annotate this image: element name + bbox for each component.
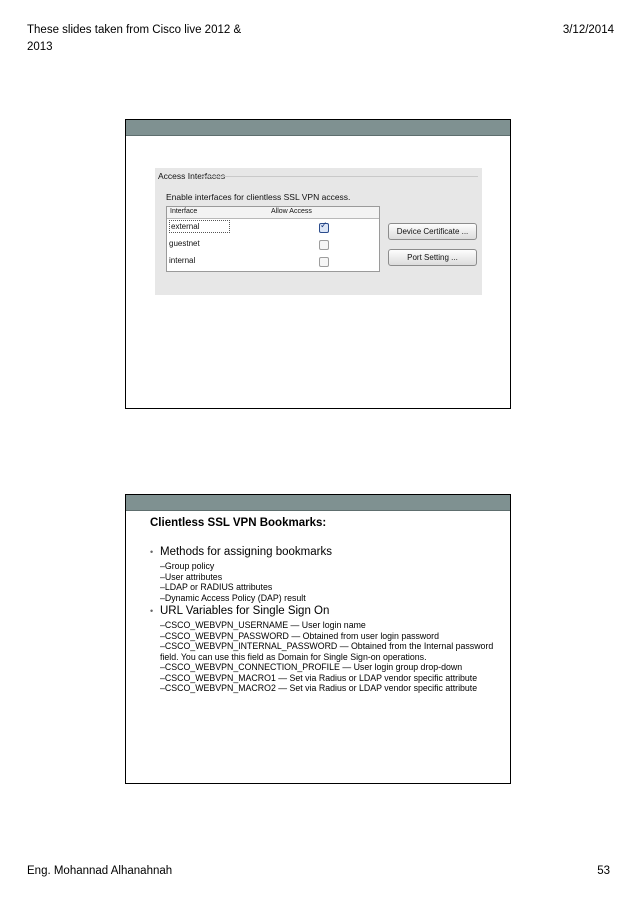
- sub-item: –User attributes: [160, 571, 223, 582]
- column-header-interface: Interface: [170, 208, 198, 215]
- allow-access-checkbox[interactable]: [319, 223, 329, 233]
- sub-item: –Group policy: [160, 561, 215, 571]
- sub-list: [150, 620, 495, 694]
- interface-name: internal: [169, 256, 196, 265]
- slide-title: Clientless SSL VPN Bookmarks:: [150, 517, 327, 529]
- allow-access-checkbox[interactable]: [319, 257, 329, 267]
- panel-title: Access Interfaces: [158, 171, 226, 181]
- interfaces-table: [166, 206, 380, 272]
- footer-author: Eng. Mohannad Alhanahnah: [27, 865, 173, 877]
- bullet-item: • URL Variables for Single Sign On: [150, 604, 495, 618]
- table-row[interactable]: [167, 219, 379, 236]
- column-header-allow-access: Allow Access: [271, 208, 312, 215]
- access-interfaces-panel: [155, 168, 482, 295]
- slide-bookmarks: [125, 494, 511, 784]
- slide-body: [150, 545, 495, 695]
- sub-item: –Dynamic Access Policy (DAP) result: [160, 592, 306, 603]
- sub-item: –CSCO_WEBVPN_INTERNAL_PASSWORD — Obtained from the Internal password field. You can use this field as Domain for Single Sign-on operations.: [160, 641, 494, 662]
- table-row[interactable]: [167, 236, 379, 253]
- table-row[interactable]: [167, 253, 379, 270]
- header-date: 3/12/2014: [562, 24, 614, 36]
- interface-name: external: [169, 220, 230, 233]
- bullet-item: • Methods for assigning bookmarks: [150, 545, 495, 559]
- device-certificate-button[interactable]: Device Certificate ...: [388, 223, 477, 240]
- sub-item: –CSCO_WEBVPN_MACRO1 — Set via Radius or LDAP vendor specific attribute: [160, 672, 478, 683]
- page-number: 53: [597, 865, 610, 877]
- slide-title-bar: [126, 495, 510, 511]
- sub-list: [150, 561, 495, 603]
- sub-item: –CSCO_WEBVPN_PASSWORD — Obtained from user login password: [160, 630, 439, 641]
- table-header: [167, 207, 379, 219]
- port-setting-button[interactable]: Port Setting ...: [388, 249, 477, 266]
- sub-item: –CSCO_WEBVPN_USERNAME — User login name: [160, 620, 366, 630]
- slide-title-bar: [126, 120, 510, 136]
- sub-item: –LDAP or RADIUS attributes: [160, 582, 273, 592]
- slide-access-interfaces: [125, 119, 511, 409]
- sub-item: –CSCO_WEBVPN_MACRO2 — Set via Radius or LDAP vendor specific attribute: [160, 683, 478, 693]
- allow-access-checkbox[interactable]: [319, 240, 329, 250]
- panel-divider: [201, 176, 478, 177]
- panel-subtitle: Enable interfaces for clientless SSL VPN access.: [166, 192, 351, 202]
- interface-name: guestnet: [169, 239, 200, 248]
- header-source-note: These slides taken from Cisco live 2012 & 2013: [27, 24, 242, 53]
- sub-item: –CSCO_WEBVPN_CONNECTION_PROFILE — User login group drop-down: [160, 662, 463, 672]
